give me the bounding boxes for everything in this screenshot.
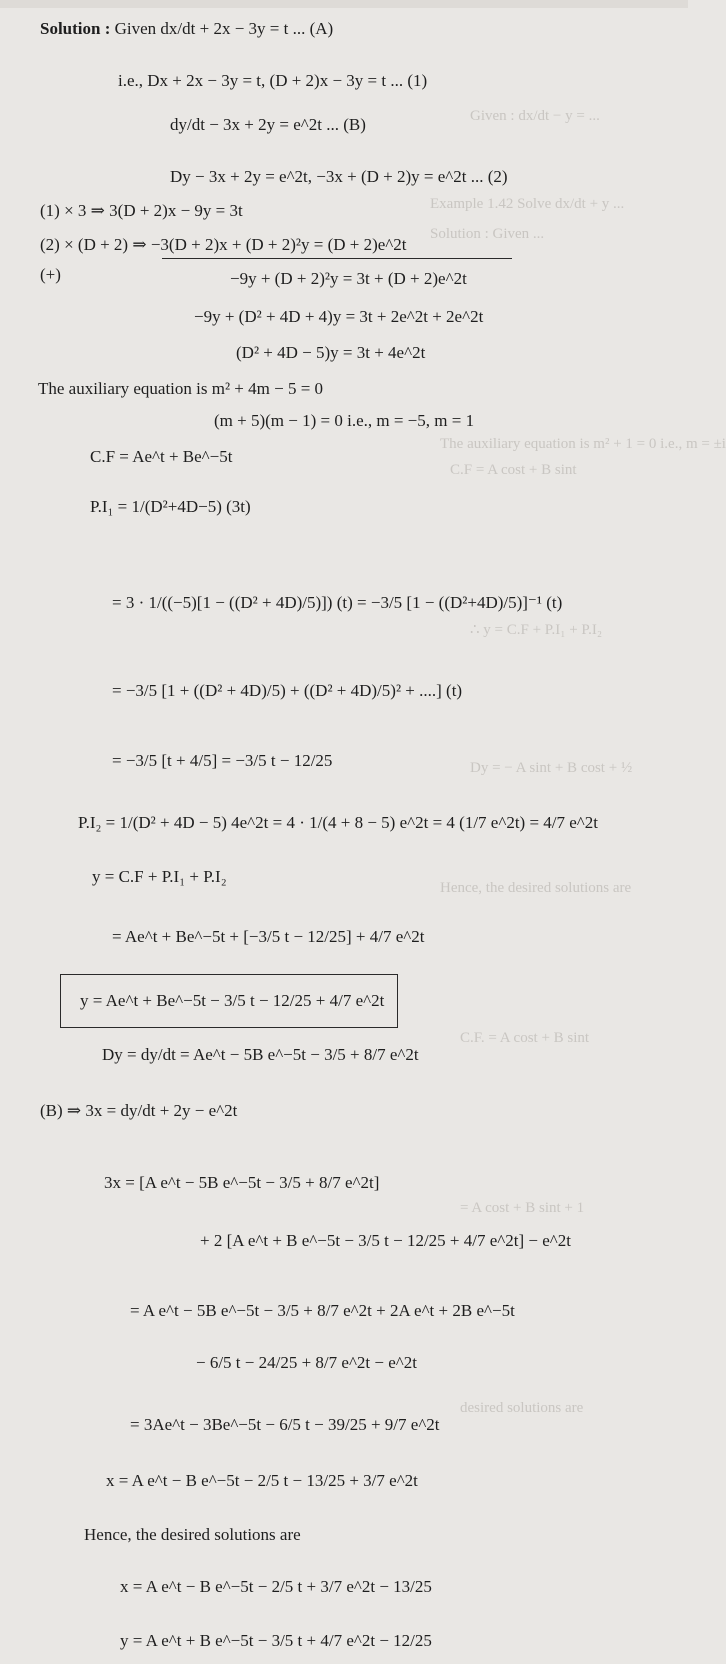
x-line-4: = A e^t − 5B e^−5t − 3/5 + 8/7 e^2t + 2A e^t + 2B e^−5t bbox=[130, 1301, 515, 1320]
solution-given bbox=[40, 18, 333, 40]
eq-1: i.e., Dx + 2x − 3y = t, (D + 2)x − 3y = t ... (1) bbox=[118, 71, 428, 90]
x-from-B: (B) ⇒ 3x = dy/dt + 2y − e^2t bbox=[40, 1101, 238, 1120]
y-expanded: = Ae^t + Be^−5t + [−3/5 t − 12/25] + 4/7 e^2t bbox=[112, 927, 425, 946]
x-line-6: = 3Ae^t − 3Be^−5t − 6/5 t − 39/25 + 9/7 e^2t bbox=[130, 1415, 440, 1434]
final-x: x = A e^t − B e^−5t − 2/5 t + 3/7 e^2t − 13/25 bbox=[120, 1577, 432, 1596]
solution-label: Solution : bbox=[40, 19, 111, 38]
pi1-line-2: = 3 · 1/((−5)[1 − ((D² + 4D)/5)]) (t) = −3/5 [1 − ((D²+4D)/5)]⁻¹ (t) bbox=[112, 593, 563, 612]
given-eq-A: Given dx/dt + 2x − 3y = t ... (A) bbox=[114, 19, 334, 38]
elim-line-1: (1) × 3 ⇒ 3(D + 2)x − 9y = 3t bbox=[40, 201, 243, 220]
elim-line-3: −9y + (D + 2)²y = 3t + (D + 2)e^2t bbox=[230, 269, 467, 288]
auxiliary-roots: (m + 5)(m − 1) = 0 i.e., m = −5, m = 1 bbox=[214, 411, 475, 430]
eq-2: Dy − 3x + 2y = e^2t, −3x + (D + 2)y = e^2t ... (2) bbox=[170, 167, 508, 186]
x-line-5: − 6/5 t − 24/25 + 8/7 e^2t − e^2t bbox=[196, 1353, 417, 1372]
elim-line-5: (D² + 4D − 5)y = 3t + 4e^2t bbox=[236, 343, 426, 362]
eq-B: dy/dt − 3x + 2y = e^2t ... (B) bbox=[170, 115, 366, 134]
pi1-line-1: P.I₁ = 1/(D²+4D−5) (3t) bbox=[90, 497, 251, 516]
x-line-7: x = A e^t − B e^−5t − 2/5 t − 13/25 + 3/7 e^2t bbox=[106, 1471, 418, 1490]
elim-line-2: (2) × (D + 2) ⇒ −3(D + 2)x + (D + 2)²y = (D + 2)e^2t bbox=[40, 235, 407, 254]
elim-line-4: −9y + (D² + 4D + 4)y = 3t + 2e^2t + 2e^2t bbox=[194, 307, 484, 326]
pi1-line-3: = −3/5 [1 + ((D² + 4D)/5) + ((D² + 4D)/5)² + ....] (t) bbox=[112, 681, 463, 700]
dy-dt: Dy = dy/dt = Ae^t − 5B e^−5t − 3/5 + 8/7 e^2t bbox=[102, 1045, 419, 1064]
pi2-line-1: P.I₂ = 1/(D² + 4D − 5) 4e^2t = 4 · 1/(4 + 8 − 5) e^2t = 4 (1/7 e^2t) = 4/7 e^2t bbox=[78, 813, 599, 832]
x-line-2: 3x = [A e^t − 5B e^−5t − 3/5 + 8/7 e^2t] bbox=[104, 1173, 380, 1192]
final-y: y = A e^t + B e^−5t − 3/5 t + 4/7 e^2t − 12/25 bbox=[120, 1631, 432, 1650]
x-line-3: + 2 [A e^t + B e^−5t − 3/5 t − 12/25 + 4/7 e^2t] − e^2t bbox=[200, 1231, 571, 1250]
elim-plus: (+) bbox=[40, 265, 61, 284]
auxiliary-equation: The auxiliary equation is m² + 4m − 5 = 0 bbox=[38, 379, 324, 398]
page-top-edge bbox=[0, 0, 688, 8]
y-general: y = C.F + P.I₁ + P.I₂ bbox=[92, 867, 227, 886]
y-boxed-text: y = Ae^t + Be^−5t − 3/5 t − 12/25 + 4/7 e^2t bbox=[80, 991, 385, 1010]
elim-rule bbox=[162, 258, 512, 259]
pi1-line-4: = −3/5 [t + 4/5] = −3/5 t − 12/25 bbox=[112, 751, 333, 770]
final-heading: Hence, the desired solutions are bbox=[84, 1525, 301, 1544]
complementary-function: C.F = Ae^t + Be^−5t bbox=[90, 447, 233, 466]
